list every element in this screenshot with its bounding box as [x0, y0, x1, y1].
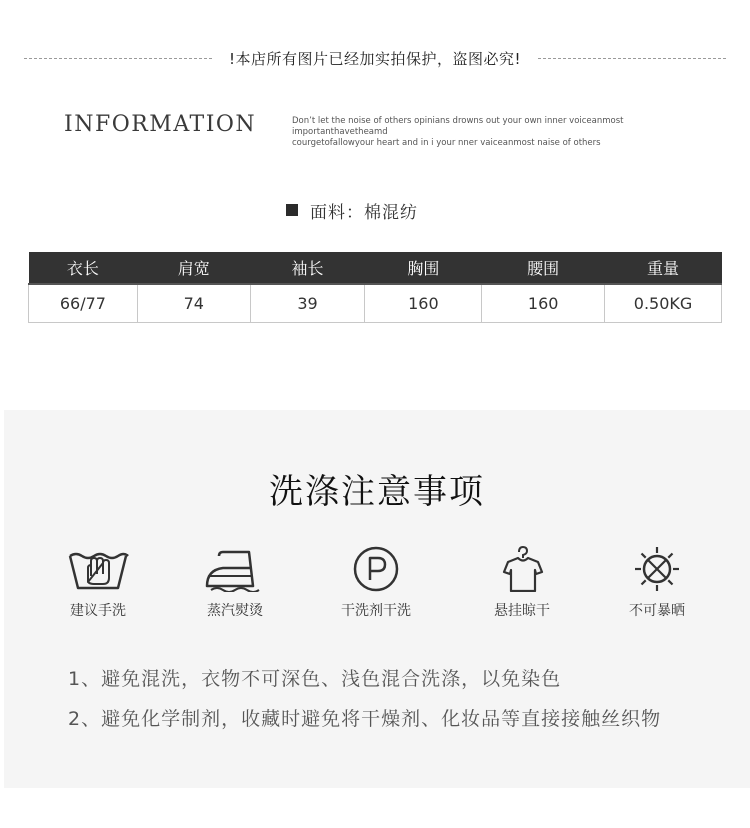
fabric-label: 面料：棉混纺: [310, 202, 418, 223]
care-item-hand-wash: [50, 546, 146, 620]
table-row: [29, 284, 722, 322]
hand-wash-icon: [66, 546, 130, 592]
care-note-1: 1、避免混洗，衣物不可深色、浅色混合洗涤，以免染色: [68, 668, 562, 690]
size-table: [28, 252, 722, 323]
fabric-info: [286, 199, 418, 221]
information-description: [292, 116, 712, 149]
care-label-dry-clean: 干洗剂干洗: [341, 603, 411, 619]
care-label-no-sun: 不可暴晒: [629, 603, 685, 619]
care-label-hand-wash: 建议手洗: [70, 603, 126, 619]
care-item-hang-dry: [474, 546, 570, 620]
divider-left: [24, 58, 212, 59]
iron-icon: [203, 546, 267, 592]
notice-text: !本店所有图片已经加实拍保护，盗图必究!: [228, 50, 522, 68]
header-chest: 胸围: [365, 252, 482, 284]
description-line-2: courgetofallowyour heart and in i your nner vaiceanmost naise of others: [292, 138, 601, 148]
table-header-row: [29, 252, 722, 284]
cell-shoulder: 74: [137, 284, 250, 322]
cell-chest: 160: [365, 284, 482, 322]
cell-length: 66/77: [29, 284, 138, 322]
no-sun-icon: [625, 546, 689, 592]
header-sleeve: 袖长: [250, 252, 365, 284]
header-shoulder: 肩宽: [137, 252, 250, 284]
hang-dry-icon: [490, 546, 554, 592]
header-waist: 腰围: [482, 252, 605, 284]
care-item-dry-clean: [328, 546, 424, 620]
care-item-no-sun: [609, 546, 705, 620]
care-label-iron: 蒸汽熨烫: [207, 603, 263, 619]
cell-sleeve: 39: [250, 284, 365, 322]
information-title: INFORMATION: [64, 112, 257, 137]
cell-waist: 160: [482, 284, 605, 322]
square-bullet-icon: [286, 204, 298, 216]
care-note-2: 2、避免化学制剂，收藏时避免将干燥剂、化妆品等直接接触丝织物: [68, 708, 662, 730]
cell-weight: 0.50KG: [605, 284, 722, 322]
care-label-hang-dry: 悬挂晾干: [494, 603, 550, 619]
dry-clean-icon: [344, 546, 408, 592]
care-item-iron: [187, 546, 283, 620]
copyright-notice: [24, 46, 726, 70]
header-weight: 重量: [605, 252, 722, 284]
divider-right: [538, 58, 726, 59]
care-title: 洗涤注意事项: [269, 472, 485, 512]
description-line-1: Don’t let the noise of others opinians drowns out your own inner voiceanmost importanthavetheamd: [292, 116, 624, 137]
care-section: [4, 410, 750, 788]
header-length: 衣长: [29, 252, 138, 284]
